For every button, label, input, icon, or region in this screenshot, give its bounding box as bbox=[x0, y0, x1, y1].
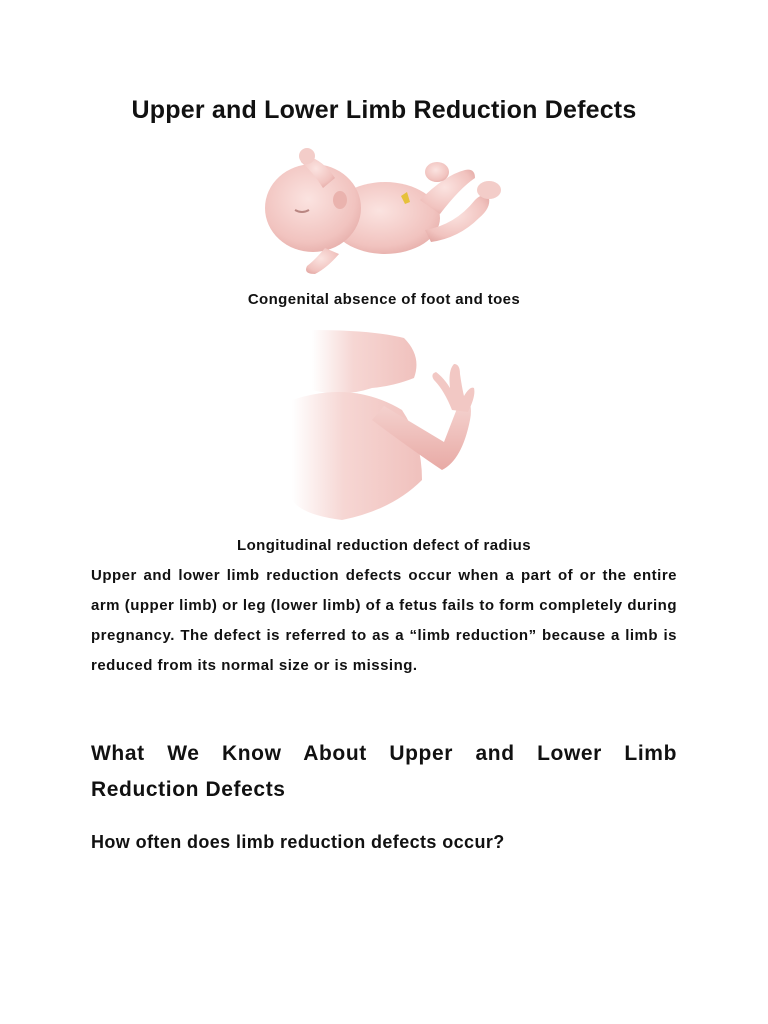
infant-illustration bbox=[255, 138, 515, 286]
figure-caption-radius: Longitudinal reduction defect of radius bbox=[237, 537, 531, 554]
page-title: Upper and Lower Limb Reduction Defects bbox=[131, 96, 637, 124]
arm-illustration bbox=[292, 330, 497, 520]
intro-paragraph: Upper and lower limb reduction defects occur when a part of or the entire arm (upper limb) or leg (lower limb) of a fetus fails to form completely during pregnancy. The defect is referred to as a “limb reduction” because a limb is reduced from its normal size or is missing. bbox=[91, 567, 677, 674]
figure-caption-foot: Congenital absence of foot and toes bbox=[247, 291, 521, 308]
section-heading: What We Know About Upper and Lower Limb Reduction Defects bbox=[91, 742, 677, 801]
subheading: How often does limb reduction defects occur? bbox=[91, 832, 505, 852]
